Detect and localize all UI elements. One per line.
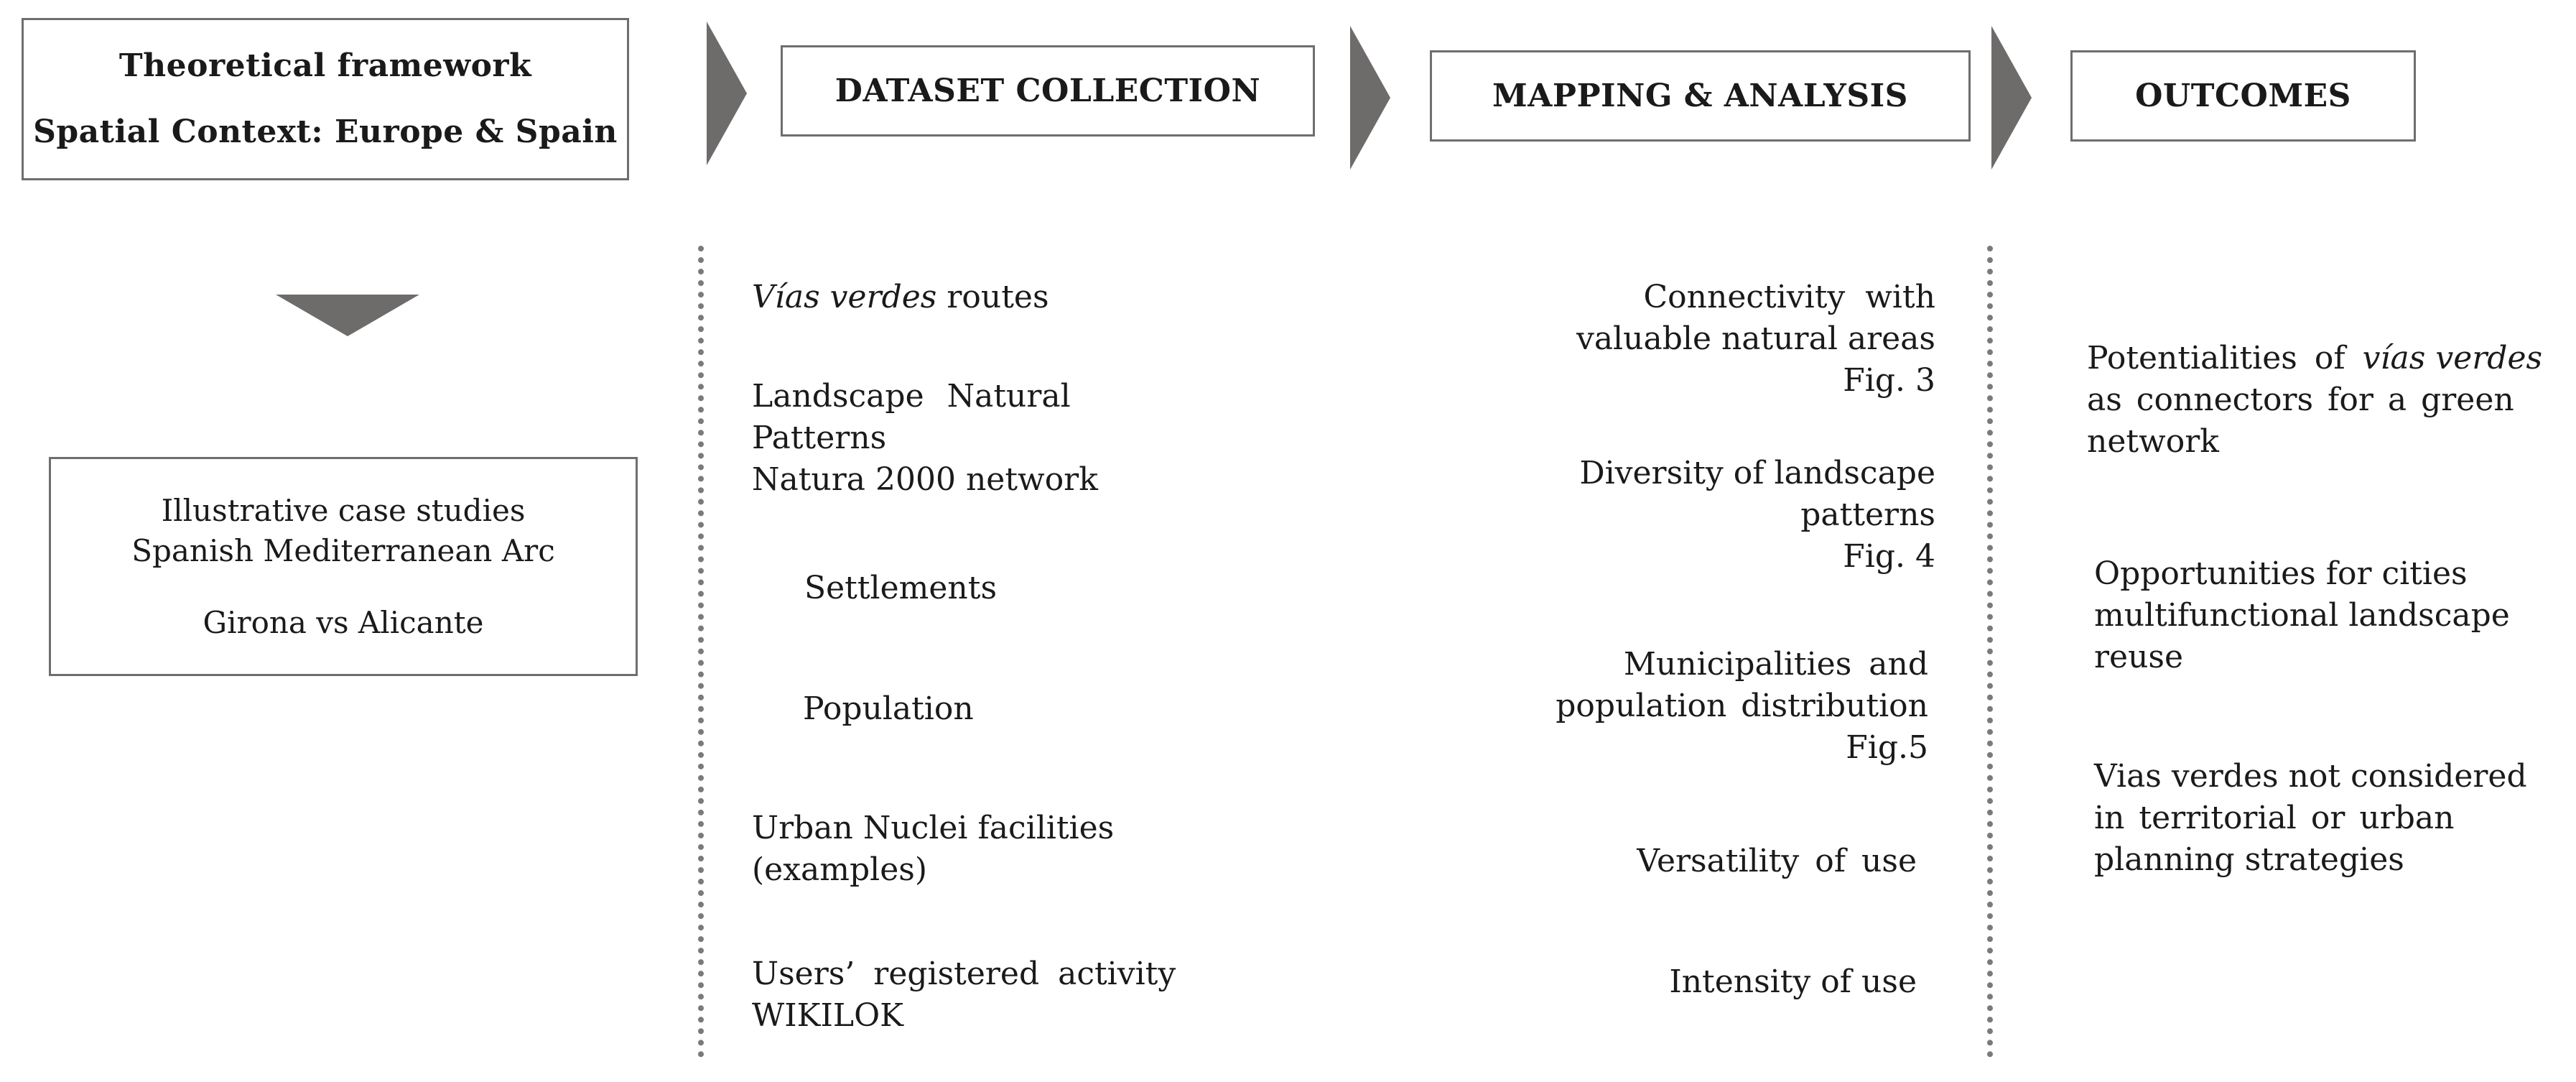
arrow-right-icon bbox=[1991, 26, 2032, 170]
arrow-right-icon bbox=[1350, 26, 1390, 170]
fig5-line: Fig.5 bbox=[1846, 729, 1928, 766]
framework-title: Theoretical framework bbox=[118, 47, 532, 84]
vias-verdes-italic: vías verdes bbox=[2362, 340, 2543, 376]
dataset-urban-nuclei bbox=[752, 808, 1114, 891]
reuse-line: reuse bbox=[2094, 639, 2184, 675]
vias-not-considered-line: Vias verdes not considered bbox=[2094, 758, 2527, 795]
landscape-line: Landscape Natural bbox=[752, 378, 1071, 415]
outcome-vias-not-considered bbox=[2094, 756, 2527, 881]
spatial-context-title: Spatial Context: Europe & Spain bbox=[33, 114, 618, 150]
case-studies-box bbox=[49, 457, 638, 676]
arrow-down-icon bbox=[276, 295, 419, 336]
multifunctional-line: multifunctional landscape bbox=[2094, 597, 2510, 634]
patterns-line: patterns bbox=[1800, 496, 1935, 533]
outcomes-title: OUTCOMES bbox=[2135, 78, 2351, 114]
vias-verdes-italic: Vías verdes bbox=[752, 279, 937, 315]
examples-line: (examples) bbox=[752, 851, 927, 888]
dataset-vias-verdes-routes bbox=[752, 277, 1049, 318]
connectors-line: as connectors for a green bbox=[2087, 382, 2514, 418]
fig3-line: Fig. 3 bbox=[1843, 362, 1935, 399]
dataset-collection-box bbox=[781, 45, 1315, 137]
dataset-landscape-patterns bbox=[752, 376, 1098, 501]
routes-text: routes bbox=[936, 279, 1049, 315]
dataset-population bbox=[803, 688, 974, 730]
urban-line: Urban Nuclei facilities bbox=[752, 810, 1115, 846]
connectivity-line: Connectivity with bbox=[1643, 279, 1935, 315]
diversity-line: Diversity of landscape bbox=[1579, 455, 1935, 491]
analysis-diversity bbox=[1579, 453, 1935, 578]
outcome-opportunities bbox=[2094, 553, 2510, 678]
users-line: Users’ registered activity bbox=[752, 956, 1176, 992]
dataset-collection-title: DATASET COLLECTION bbox=[834, 73, 1261, 109]
girona-alicante-line: Girona vs Alicante bbox=[203, 604, 484, 640]
natura-line: Natura 2000 network bbox=[752, 461, 1098, 498]
versatility-text: Versatility of use bbox=[1637, 843, 1917, 879]
outcomes-box bbox=[2070, 50, 2416, 142]
planning-line: planning strategies bbox=[2094, 841, 2404, 878]
dataset-users-activity bbox=[752, 953, 1176, 1037]
dotted-separator bbox=[1987, 246, 1993, 1058]
wikilok-line: WIKILOK bbox=[752, 997, 904, 1034]
analysis-connectivity bbox=[1576, 277, 1935, 402]
mapping-analysis-title: MAPPING & ANALYSIS bbox=[1492, 78, 1908, 114]
analysis-municipalities bbox=[1556, 644, 1928, 769]
analysis-versatility bbox=[1637, 841, 1917, 882]
fig4-line: Fig. 4 bbox=[1843, 538, 1935, 575]
network-line: network bbox=[2087, 423, 2219, 460]
territorial-line: in territorial or urban bbox=[2094, 800, 2455, 836]
population-text: Population bbox=[803, 690, 974, 727]
mediterranean-arc-line: Spanish Mediterranean Arc bbox=[131, 532, 555, 568]
settlements-text: Settlements bbox=[804, 570, 998, 606]
case-studies-line: Illustrative case studies bbox=[161, 492, 526, 528]
population-distribution-line: population distribution bbox=[1556, 688, 1928, 724]
analysis-intensity bbox=[1669, 961, 1917, 1003]
outcome-potentialities bbox=[2087, 338, 2542, 463]
natural-areas-line: valuable natural areas bbox=[1576, 320, 1935, 357]
potentialities-text: Potentialities of bbox=[2087, 340, 2363, 376]
intensity-text: Intensity of use bbox=[1669, 963, 1917, 1000]
dotted-separator bbox=[698, 246, 704, 1058]
patterns-line: Patterns bbox=[752, 420, 887, 456]
dataset-settlements bbox=[804, 568, 997, 609]
municipalities-line: Municipalities and bbox=[1623, 646, 1928, 683]
theoretical-framework-box bbox=[22, 18, 629, 180]
opportunities-line: Opportunities for cities bbox=[2094, 555, 2468, 592]
arrow-right-icon bbox=[707, 22, 747, 165]
mapping-analysis-box bbox=[1430, 50, 1971, 142]
